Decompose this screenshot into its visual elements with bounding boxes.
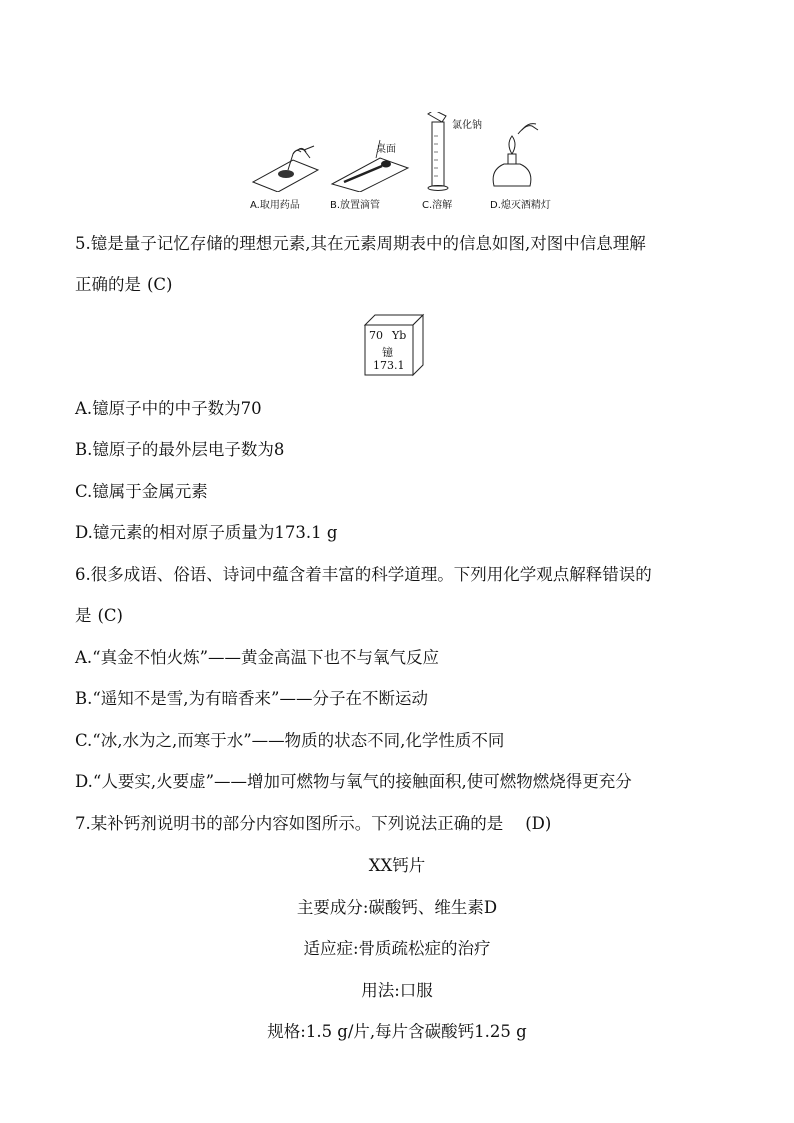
q7-label-spec: 规格:1.5 g/片,每片含碳酸钙1.25 g <box>267 1022 527 1041</box>
q6-option-a: A.“真金不怕火炼”——黄金高温下也不与氧气反应 <box>75 648 440 667</box>
element-mass: 173.1 <box>373 359 405 372</box>
q7-stem-text: 7.某补钙剂说明书的部分内容如图所示。下列说法正确的是 <box>75 814 504 833</box>
q6-answer: (C) <box>97 606 123 625</box>
figure-b-desk-label: 桌面 <box>376 144 396 155</box>
element-symbol: Yb <box>392 329 407 342</box>
figure-b-caption: B.放置滴管 <box>330 200 381 211</box>
q7-label-usage: 用法:口服 <box>361 981 433 1000</box>
q5-option-a: A.镱原子中的中子数为70 <box>75 399 262 418</box>
q7-stem-line1 <box>75 813 551 835</box>
element-number: 70 <box>369 329 383 342</box>
q5-option-c: C.镱属于金属元素 <box>75 482 208 501</box>
q7-label-ingredients: 主要成分:碳酸钙、维生素D <box>296 898 498 917</box>
q6-option-d: D.“人要实,火要虚”——增加可燃物与氧气的接触面积,使可燃物燃烧得更充分 <box>75 772 632 791</box>
lab-figures <box>248 112 578 212</box>
q5-option-b: B.镱原子的最外层电子数为8 <box>75 440 285 459</box>
q6-stem-line1: 6.很多成语、俗语、诗词中蕴含着丰富的科学道理。下列用化学观点解释错误的 <box>75 565 652 584</box>
q5-option-d: D.镱元素的相对原子质量为173.1 g <box>75 523 338 542</box>
q5-stem-text: 正确的是 <box>75 275 141 294</box>
q7-label-indication: 适应症:骨质疏松症的治疗 <box>303 939 491 958</box>
q7-answer: (D) <box>525 814 552 833</box>
q7-label-title: XX钙片 <box>368 856 426 875</box>
q5-stem-line2 <box>75 274 173 296</box>
element-name: 镱 <box>382 346 393 359</box>
q5-answer: (C) <box>147 275 173 294</box>
q6-option-c: C.“冰,水为之,而寒于水”——物质的状态不同,化学性质不同 <box>75 731 505 750</box>
figure-a-image <box>248 112 323 192</box>
q6-stem-line2 <box>75 605 123 627</box>
figure-c-nacl-label: 氯化钠 <box>452 120 482 131</box>
q5-stem-line1: 5.镱是量子记忆存储的理想元素,其在元素周期表中的信息如图,对图中信息理解 <box>75 234 646 253</box>
figure-d-image <box>484 112 544 192</box>
figure-a-caption: A.取用药品 <box>250 200 300 211</box>
figure-c-caption: C.溶解 <box>422 200 453 211</box>
figure-b-image <box>330 112 410 192</box>
q6-option-b: B.“遥知不是雪,为有暗香来”——分子在不断运动 <box>75 689 428 708</box>
q6-stem-text: 是 <box>75 606 92 625</box>
figure-d-caption: D.熄灭酒精灯 <box>490 200 551 211</box>
